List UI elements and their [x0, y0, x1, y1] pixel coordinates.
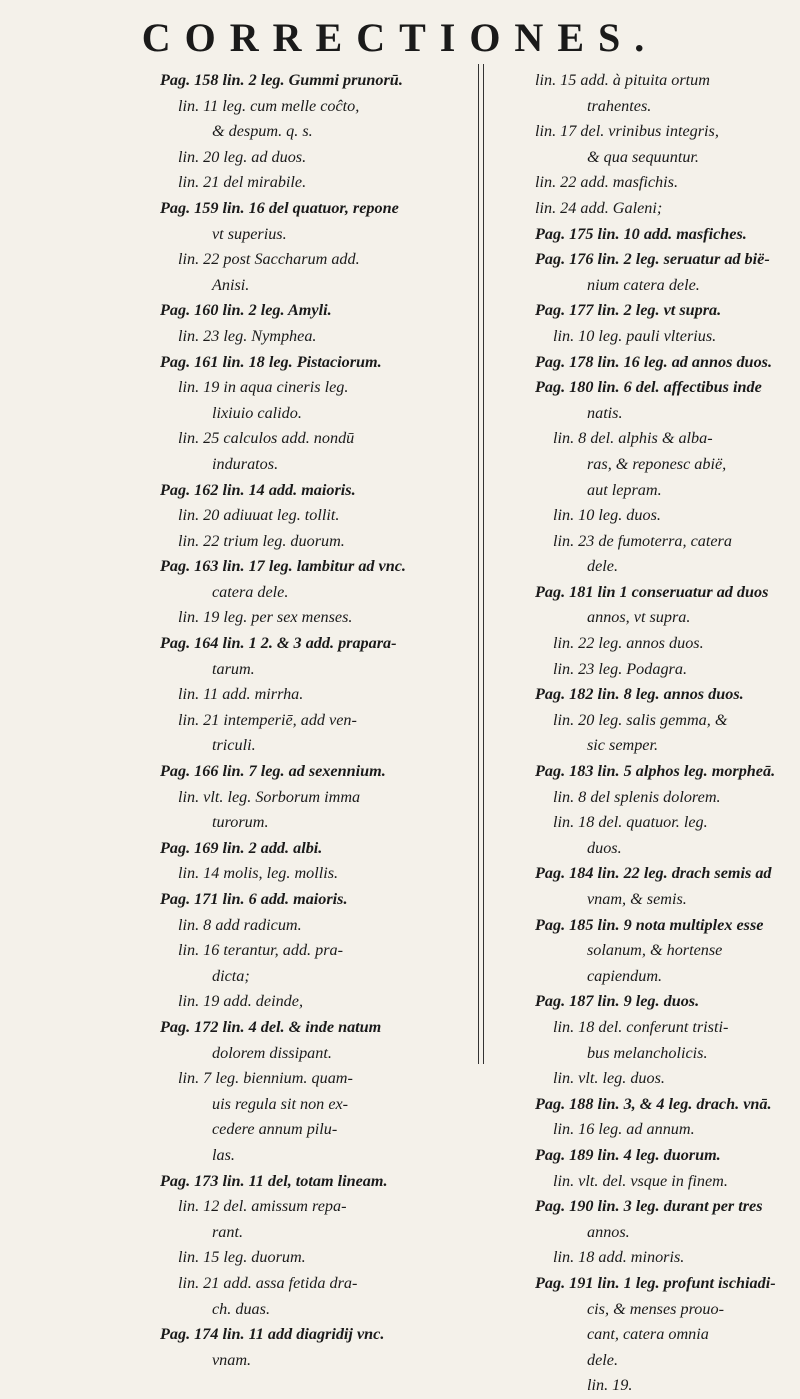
correction-line: Pag. 172 lin. 4 del. & inde natum — [160, 1017, 382, 1036]
column-divider — [478, 64, 479, 1064]
correction-line: lin. 20 leg. ad duos. — [178, 147, 307, 166]
left-column — [160, 68, 465, 1373]
correction-line: Pag. 169 lin. 2 add. albi. — [160, 838, 323, 857]
correction-line: lin. 22 trium leg. duorum. — [178, 531, 345, 550]
correction-line: lin. 8 del splenis dolorem. — [553, 787, 721, 806]
correction-line: lixiuio calido. — [212, 403, 302, 422]
correction-line: lin. 7 leg. biennium. quam- — [178, 1069, 353, 1088]
correction-line: capiendum. — [587, 966, 663, 985]
correction-line: Pag. 177 lin. 2 leg. vt supra. — [535, 301, 722, 320]
correction-line: lin. 11 leg. cum melle coĉto, — [178, 96, 360, 115]
correction-line: solanum, & hortense — [587, 941, 723, 960]
correction-line: vnam, & semis. — [587, 890, 687, 908]
correction-line: lin. 10 leg. pauli vlterius. — [553, 326, 717, 345]
correction-line: lin. 14 molis, leg. mollis. — [178, 864, 339, 883]
correction-line: lin. vlt. leg. Sorborum imma — [178, 787, 361, 806]
correction-line: lin. 25 calculos add. nondū — [178, 429, 355, 448]
correction-line: Pag. 176 lin. 2 leg. seruatur ad bië- — [535, 250, 770, 269]
correction-line: lin. 16 terantur, add. pra- — [178, 941, 344, 960]
correction-line: lin. vlt. leg. duos. — [553, 1069, 665, 1088]
correction-line: dele. — [587, 1350, 619, 1369]
correction-line: lin. 11 add. mirrha. — [178, 685, 304, 704]
correction-line: Pag. 175 lin. 10 add. masfiches. — [535, 224, 747, 243]
correction-line: cis, & menses prouo- — [587, 1299, 724, 1318]
correction-line: bus melancholicis. — [587, 1043, 708, 1062]
correction-line: lin. vlt. del. vsque in finem. — [553, 1171, 728, 1190]
correction-line: Pag. 161 lin. 18 leg. Pistaciorum. — [160, 352, 382, 371]
correction-line: lin. 19. — [587, 1376, 633, 1395]
correction-line: lin. 15 add. à pituita ortum — [535, 71, 710, 89]
correction-line: uis regula sit non ex- — [212, 1094, 349, 1113]
correction-line: Pag. 162 lin. 14 add. maioris. — [160, 480, 356, 499]
correction-line: lin. 18 del. quatuor. leg. — [553, 813, 708, 832]
correction-line: lin. 18 del. conferunt tristi- — [553, 1017, 729, 1036]
correction-line: Pag. 184 lin. 22 leg. drach semis ad — [535, 864, 772, 883]
correction-line: duos. — [587, 838, 622, 857]
correction-line: Pag. 189 lin. 4 leg. duorum. — [535, 1145, 721, 1164]
correction-line: Pag. 188 lin. 3, & 4 leg. drach. vnā. — [535, 1094, 772, 1113]
correction-line: lin. 18 add. minoris. — [553, 1248, 685, 1267]
correction-line: Pag. 174 lin. 11 add diagridij vnc. — [160, 1325, 385, 1344]
correction-line: triculi. — [212, 736, 256, 755]
correction-line: Pag. 190 lin. 3 leg. durant per tres — [535, 1197, 763, 1216]
correction-line: catera dele. — [212, 582, 289, 601]
correction-line: lin. 19 in aqua cineris leg. — [178, 378, 349, 397]
correction-line: cedere annum pilu- — [212, 1120, 338, 1139]
correction-line: Pag. 173 lin. 11 del, totam lineam. — [160, 1171, 388, 1190]
correction-line: turorum. — [212, 813, 269, 832]
correction-line: lin. 21 intemperiē, add ven- — [178, 710, 357, 729]
correction-line: lin. 22 post Saccharum add. — [178, 250, 360, 269]
correction-line: annos. — [587, 1222, 630, 1241]
correction-line: Pag. 166 lin. 7 leg. ad sexennium. — [160, 762, 386, 781]
correction-line: lin. 15 leg. duorum. — [178, 1248, 306, 1267]
correction-line: Pag. 181 lin 1 conseruatur ad duos — [535, 582, 769, 601]
correction-line: Pag. 171 lin. 6 add. maioris. — [160, 890, 348, 908]
correction-line: lin. 21 add. assa fetida dra- — [178, 1273, 358, 1292]
correction-line: lin. 22 leg. annos duos. — [553, 634, 704, 653]
correction-line: & qua sequuntur. — [587, 147, 699, 166]
right-column — [535, 68, 775, 1399]
correction-line: lin. 20 leg. salis gemma, & — [553, 710, 728, 729]
correction-line: sic semper. — [587, 736, 659, 755]
correction-line: natis. — [587, 403, 623, 422]
correction-line: rant. — [212, 1222, 244, 1241]
correction-line: nium catera dele. — [587, 275, 700, 294]
correction-line: Pag. 180 lin. 6 del. affectibus inde — [535, 378, 762, 397]
correction-line: Pag. 159 lin. 16 del quatuor, repone — [160, 198, 399, 217]
correction-line: lin. 17 del. vrinibus integris, — [535, 122, 719, 141]
correction-line: lin. 12 del. amissum repa- — [178, 1197, 347, 1216]
correction-line: ras, & reponesc abië, — [587, 454, 727, 473]
correction-line: ch. duas. — [212, 1299, 270, 1318]
correction-line: lin. 23 leg. Podagra. — [553, 659, 687, 678]
correction-line: dele. — [587, 557, 619, 576]
correction-line: lin. 19 add. deinde, — [178, 992, 303, 1011]
correction-line: lin. 24 add. Galeni; — [535, 198, 663, 217]
correction-line: lin. 20 adiuuat leg. tollit. — [178, 506, 340, 525]
correction-line: lin. 10 leg. duos. — [553, 506, 661, 525]
correction-line: Pag. 183 lin. 5 alphos leg. morpheā. — [535, 762, 776, 781]
correction-line: lin. 8 del. alphis & alba- — [553, 429, 713, 448]
correction-line: lin. 23 de fumoterra, catera — [553, 531, 732, 550]
correction-line: vnam. — [212, 1350, 252, 1369]
correction-line: lin. 16 leg. ad annum. — [553, 1120, 695, 1139]
correction-line: Pag. 160 lin. 2 leg. Amyli. — [160, 301, 332, 320]
correction-line: lin. 19 leg. per sex menses. — [178, 608, 353, 627]
correction-line: las. — [212, 1145, 235, 1164]
correction-line: trahentes. — [587, 96, 652, 115]
correction-line: aut lepram. — [587, 480, 662, 499]
correction-line: lin. 21 del mirabile. — [178, 173, 307, 192]
correction-line: lin. 23 leg. Nymphea. — [178, 326, 317, 345]
correction-line: & despum. q. s. — [212, 122, 313, 141]
correction-line: Pag. 158 lin. 2 leg. Gummi prunorū. — [160, 71, 403, 89]
correction-line: dolorem dissipant. — [212, 1043, 332, 1062]
correction-line: Pag. 164 lin. 1 2. & 3 add. prapara- — [160, 634, 397, 653]
column-divider — [483, 64, 484, 1064]
correction-line: Pag. 182 lin. 8 leg. annos duos. — [535, 685, 744, 704]
correction-line: Pag. 185 lin. 9 nota multiplex esse — [535, 915, 764, 934]
correction-line: Pag. 187 lin. 9 leg. duos. — [535, 992, 700, 1011]
correction-line: cant, catera omnia — [587, 1325, 709, 1344]
correction-line: Anisi. — [212, 275, 250, 294]
correction-line: lin. 8 add radicum. — [178, 915, 302, 934]
correction-line: tarum. — [212, 659, 255, 678]
correction-line: vt superius. — [212, 224, 287, 243]
correction-line: induratos. — [212, 454, 279, 473]
correction-line: Pag. 191 lin. 1 leg. profunt ischiadi- — [535, 1273, 776, 1292]
correction-line: lin. 22 add. masfichis. — [535, 173, 678, 192]
correction-line: annos, vt supra. — [587, 608, 691, 627]
correction-line: Pag. 178 lin. 16 leg. ad annos duos. — [535, 352, 773, 371]
correction-line: Pag. 163 lin. 17 leg. lambitur ad vnc. — [160, 557, 406, 576]
correction-line: dicta; — [212, 966, 250, 985]
page-title: CORRECTIONES. — [141, 15, 659, 60]
